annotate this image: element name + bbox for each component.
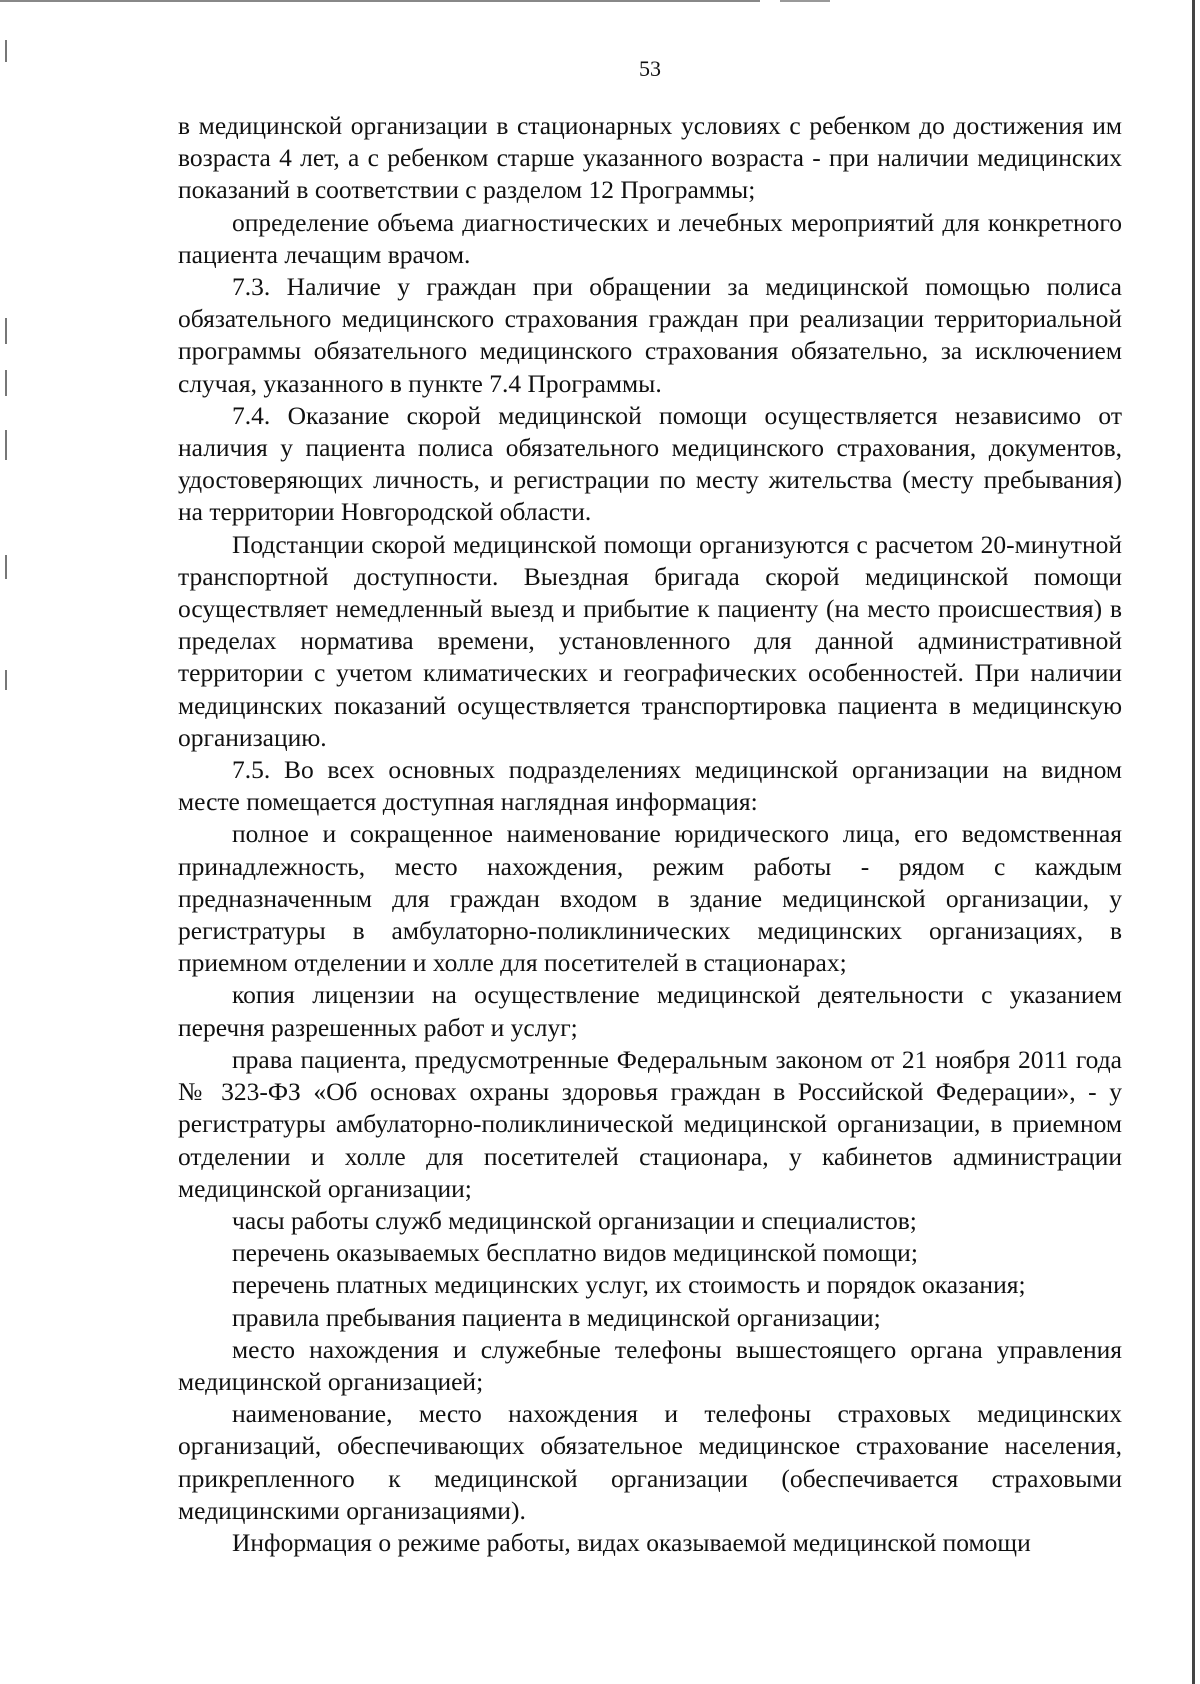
paragraph: 7.5. Во всех основных подразделениях медицинской организации на видном месте помещается доступная наглядная информация: [178,755,1122,817]
scan-top-edge [0,0,1200,2]
paragraph: перечень платных медицинских услуг, их стоимость и порядок оказания; [232,1270,1026,1300]
paragraph: определение объема диагностических и лечебных мероприятий для конкретного пациента лечащим врачом. [178,207,1122,269]
paragraph: перечень оказываемых бесплатно видов медицинской помощи; [232,1238,918,1268]
paragraph: наименование, место нахождения и телефоны страховых медицинских организаций, обеспечивающих обязательное медицинское страхование населения, прикрепленного к медицинской организации (обеспечивается страховыми медицинскими организациями). [178,1399,1122,1525]
paragraph: правила пребывания пациента в медицинской организации; [232,1302,881,1332]
scan-margin-mark [5,318,7,344]
scan-right-edge [1192,0,1195,1684]
document-body [178,110,1122,1559]
paragraph: Подстанции скорой медицинской помощи организуются с расчетом 20-минутной транспортной доступности. Выездная бригада скорой медицинской помощи осуществляет немедленный выезд и прибытие к пациенту (на место происшествия) в пределах норматива времени, установленного для данной административной территории с учетом климатических и географических особенностей. При наличии медицинских показаний осуществляется транспортировка пациента в медицинскую организацию. [178,529,1122,752]
paragraph: часы работы служб медицинской организации и специалистов; [232,1205,917,1235]
paragraph: копия лицензии на осуществление медицинской деятельности с указанием перечня разрешенных работ и услуг; [178,980,1122,1042]
scan-margin-mark [5,370,7,396]
paragraph: права пациента, предусмотренные Федеральным законом от 21 ноября 2011 года № 323-ФЗ «Об основах охраны здоровья граждан в Российской Федерации», - у регистратуры амбулаторно-поликлинической медицинской организации, в приемном отделении и холле для посетителей стационара, у кабинетов администрации медицинской организации; [178,1044,1122,1203]
paragraph: полное и сокращенное наименование юридического лица, его ведомственная принадлежность, место нахождения, режим работы - рядом с каждым предназначенным для граждан входом в здание медицинской организации, у регистратуры в амбулаторно-поликлинических медицинских организациях, в приемном отделении и холле для посетителей в стационарах; [178,819,1122,978]
page-number: 53 [639,56,661,81]
paragraph: в медицинской организации в стационарных условиях с ребенком до достижения им возраста 4 лет, а с ребенком старше указанного возраста - при наличии медицинских показаний в соответствии с разделом 12 Программы; [178,111,1122,205]
paragraph: 7.4. Оказание скорой медицинской помощи осуществляется независимо от наличия у пациента полиса обязательного медицинского страхования, документов, удостоверяющих личность, и регистрации по месту жительства (месту пребывания) на территории Новгородской области. [178,400,1122,527]
scan-margin-mark [5,430,7,460]
scan-margin-mark [5,670,7,690]
paragraph: Информация о режиме работы, видах оказываемой медицинской помощи [232,1527,1031,1557]
paragraph: место нахождения и служебные телефоны вышестоящего органа управления медицинской организацией; [178,1334,1122,1396]
scan-margin-mark [5,555,7,579]
paragraph: 7.3. Наличие у граждан при обращении за медицинской помощью полиса обязательного медицинского страхования граждан при реализации территориальной программы обязательного медицинского страхования обязательно, за исключением случая, указанного в пункте 7.4 Программы. [178,272,1122,398]
